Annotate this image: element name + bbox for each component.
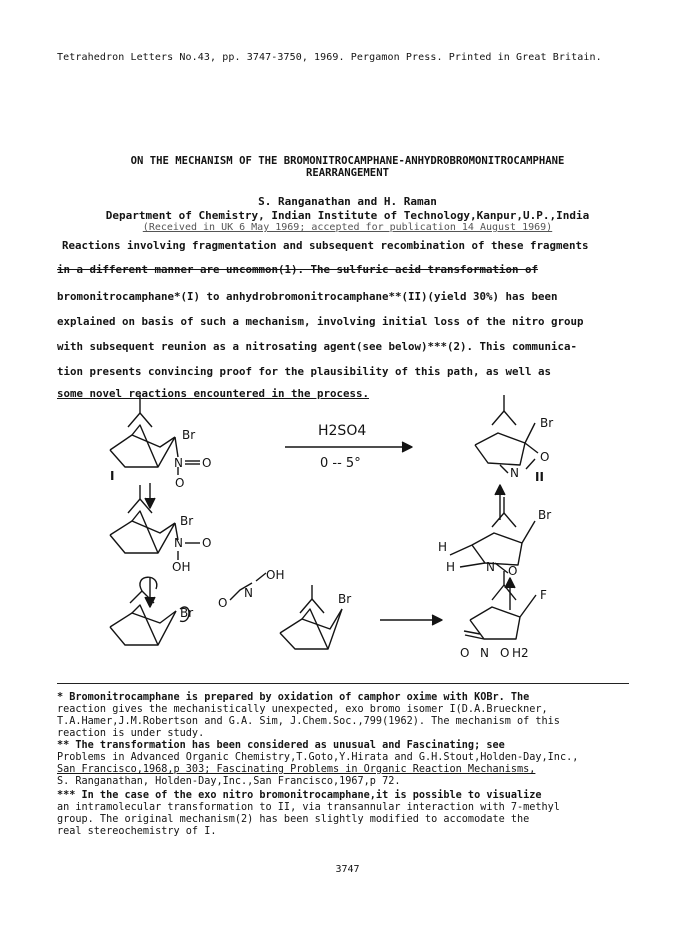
- br-label-II: Br: [540, 416, 554, 430]
- o-label-II: O: [540, 450, 550, 464]
- footnote-line-7: San Francisco,1968,p 303; Fascinating Problems in Organic Reaction Mechanisms,: [57, 764, 536, 775]
- o-label-olefin: O: [460, 646, 470, 660]
- br-label-protonated: Br: [180, 514, 194, 528]
- oh-label-protonated: OH: [172, 560, 191, 574]
- body-line-4: explained on basis of such a mechanism, involving initial loss of the nitro group: [57, 315, 584, 328]
- br-label-nitrosation: Br: [538, 508, 552, 522]
- received-date: (Received in UK 6 May 1969; accepted for publication 14 August 1969): [142, 222, 553, 233]
- h2-label-olefin: H2: [512, 646, 529, 660]
- reagent-label: H2SO4: [318, 423, 367, 439]
- compound-label-I: I: [110, 469, 115, 483]
- structure-II: [475, 395, 538, 473]
- reaction-scheme: [80, 395, 640, 665]
- n-label-I: N: [174, 456, 183, 470]
- footnote-line-6: Problems in Advanced Organic Chemistry,T.Goto,Y.Hirata and G.H.Stout,Holden-Day,Inc.,: [57, 752, 579, 763]
- o-label-I: O: [202, 456, 212, 470]
- oh2-label-olefin: O: [500, 646, 510, 660]
- body-line-2: in a different manner are uncommon(1). The sulfuric acid transformation of: [57, 263, 539, 276]
- n-label-protonated: N: [174, 536, 183, 550]
- n-label-olefin: N: [480, 646, 489, 660]
- br-label-carbocation: Br: [338, 592, 352, 606]
- footnote-line-10: an intramolecular transformation to II, via transannular interaction with 7-methyl: [57, 802, 560, 813]
- page-number: 3747: [335, 864, 360, 875]
- footnote-line-1: * Bromonitrocamphane is prepared by oxidation of camphor oxime with KOBr. The: [57, 692, 530, 703]
- f-label-olefin: F: [540, 588, 547, 602]
- title-line-2: REARRANGEMENT: [306, 167, 389, 179]
- article-title: [0, 155, 695, 179]
- structure-carbocation: [280, 585, 342, 649]
- body-line-6: tion presents convincing proof for the plausibility of this path, as well as: [57, 365, 552, 378]
- h2-label-nitrosation: H: [446, 560, 456, 574]
- footnote-line-4: reaction is under study.: [57, 728, 205, 739]
- o-label-nitrosation: O: [508, 564, 518, 578]
- authors: S. Ranganathan and H. Raman: [258, 195, 437, 208]
- title-line-1: ON THE MECHANISM OF THE BROMONITROCAMPHANE-ANHYDROBROMONITROCAMPHANE: [130, 155, 565, 167]
- footnote-line-12: real stereochemistry of I.: [57, 826, 217, 837]
- br-label-fragmentation: Br: [180, 606, 194, 620]
- footnote-line-5: ** The transformation has been considered as unusual and Fascinating; see: [57, 740, 505, 751]
- n-label-nitrosation: N: [486, 560, 495, 574]
- footnote-line-3: T.A.Hamer,J.M.Robertson and G.A. Sim, J.Chem.Soc.,799(1962). The mechanism of this: [57, 716, 560, 727]
- o-label-fragment: O: [218, 596, 228, 610]
- n-label-II: N: [510, 466, 519, 480]
- footnote-line-8: S. Ranganathan, Holden-Day,Inc.,San Francisco,1967,p 72.: [57, 776, 401, 787]
- footnote-rule: [57, 683, 629, 684]
- body-line-5: with subsequent reunion as a nitrosating agent(see below)***(2). This communica-: [57, 340, 578, 353]
- structure-olefin: [464, 571, 536, 639]
- affiliation: Department of Chemistry, Indian Institute of Technology,Kanpur,U.P.,India: [105, 209, 590, 222]
- footnote-line-11: group. The original mechanism(2) has been slightly modified to accomodate the: [57, 814, 530, 825]
- o-minus-label-I: O: [175, 476, 185, 490]
- footnote-line-9: *** In the case of the exo nitro bromonitrocamphane,it is possible to visualize: [57, 790, 542, 801]
- body-line-1: Reactions involving fragmentation and subsequent recombination of these fragments: [62, 239, 589, 252]
- footnote-line-2: reaction gives the mechanistically unexpected, exo bromo isomer I(D.A.Brueckner,: [57, 704, 548, 715]
- br-label-I: Br: [182, 428, 196, 442]
- oh-label-fragment: OH: [266, 568, 285, 582]
- h-label-nitrosation: H: [438, 540, 448, 554]
- o-label-protonated: O: [202, 536, 212, 550]
- body-line-7: some novel reactions encountered in the process.: [57, 387, 370, 400]
- n-label-fragment: N: [244, 586, 253, 600]
- journal-citation: Tetrahedron Letters No.43, pp. 3747-3750, 1969. Pergamon Press. Printed in Great Britain.: [57, 52, 602, 63]
- body-line-3: bromonitrocamphane*(I) to anhydrobromonitrocamphane**(II)(yield 30%) has been: [57, 290, 558, 303]
- compound-label-II: II: [535, 470, 544, 484]
- condition-label: 0 -- 5°: [320, 456, 361, 471]
